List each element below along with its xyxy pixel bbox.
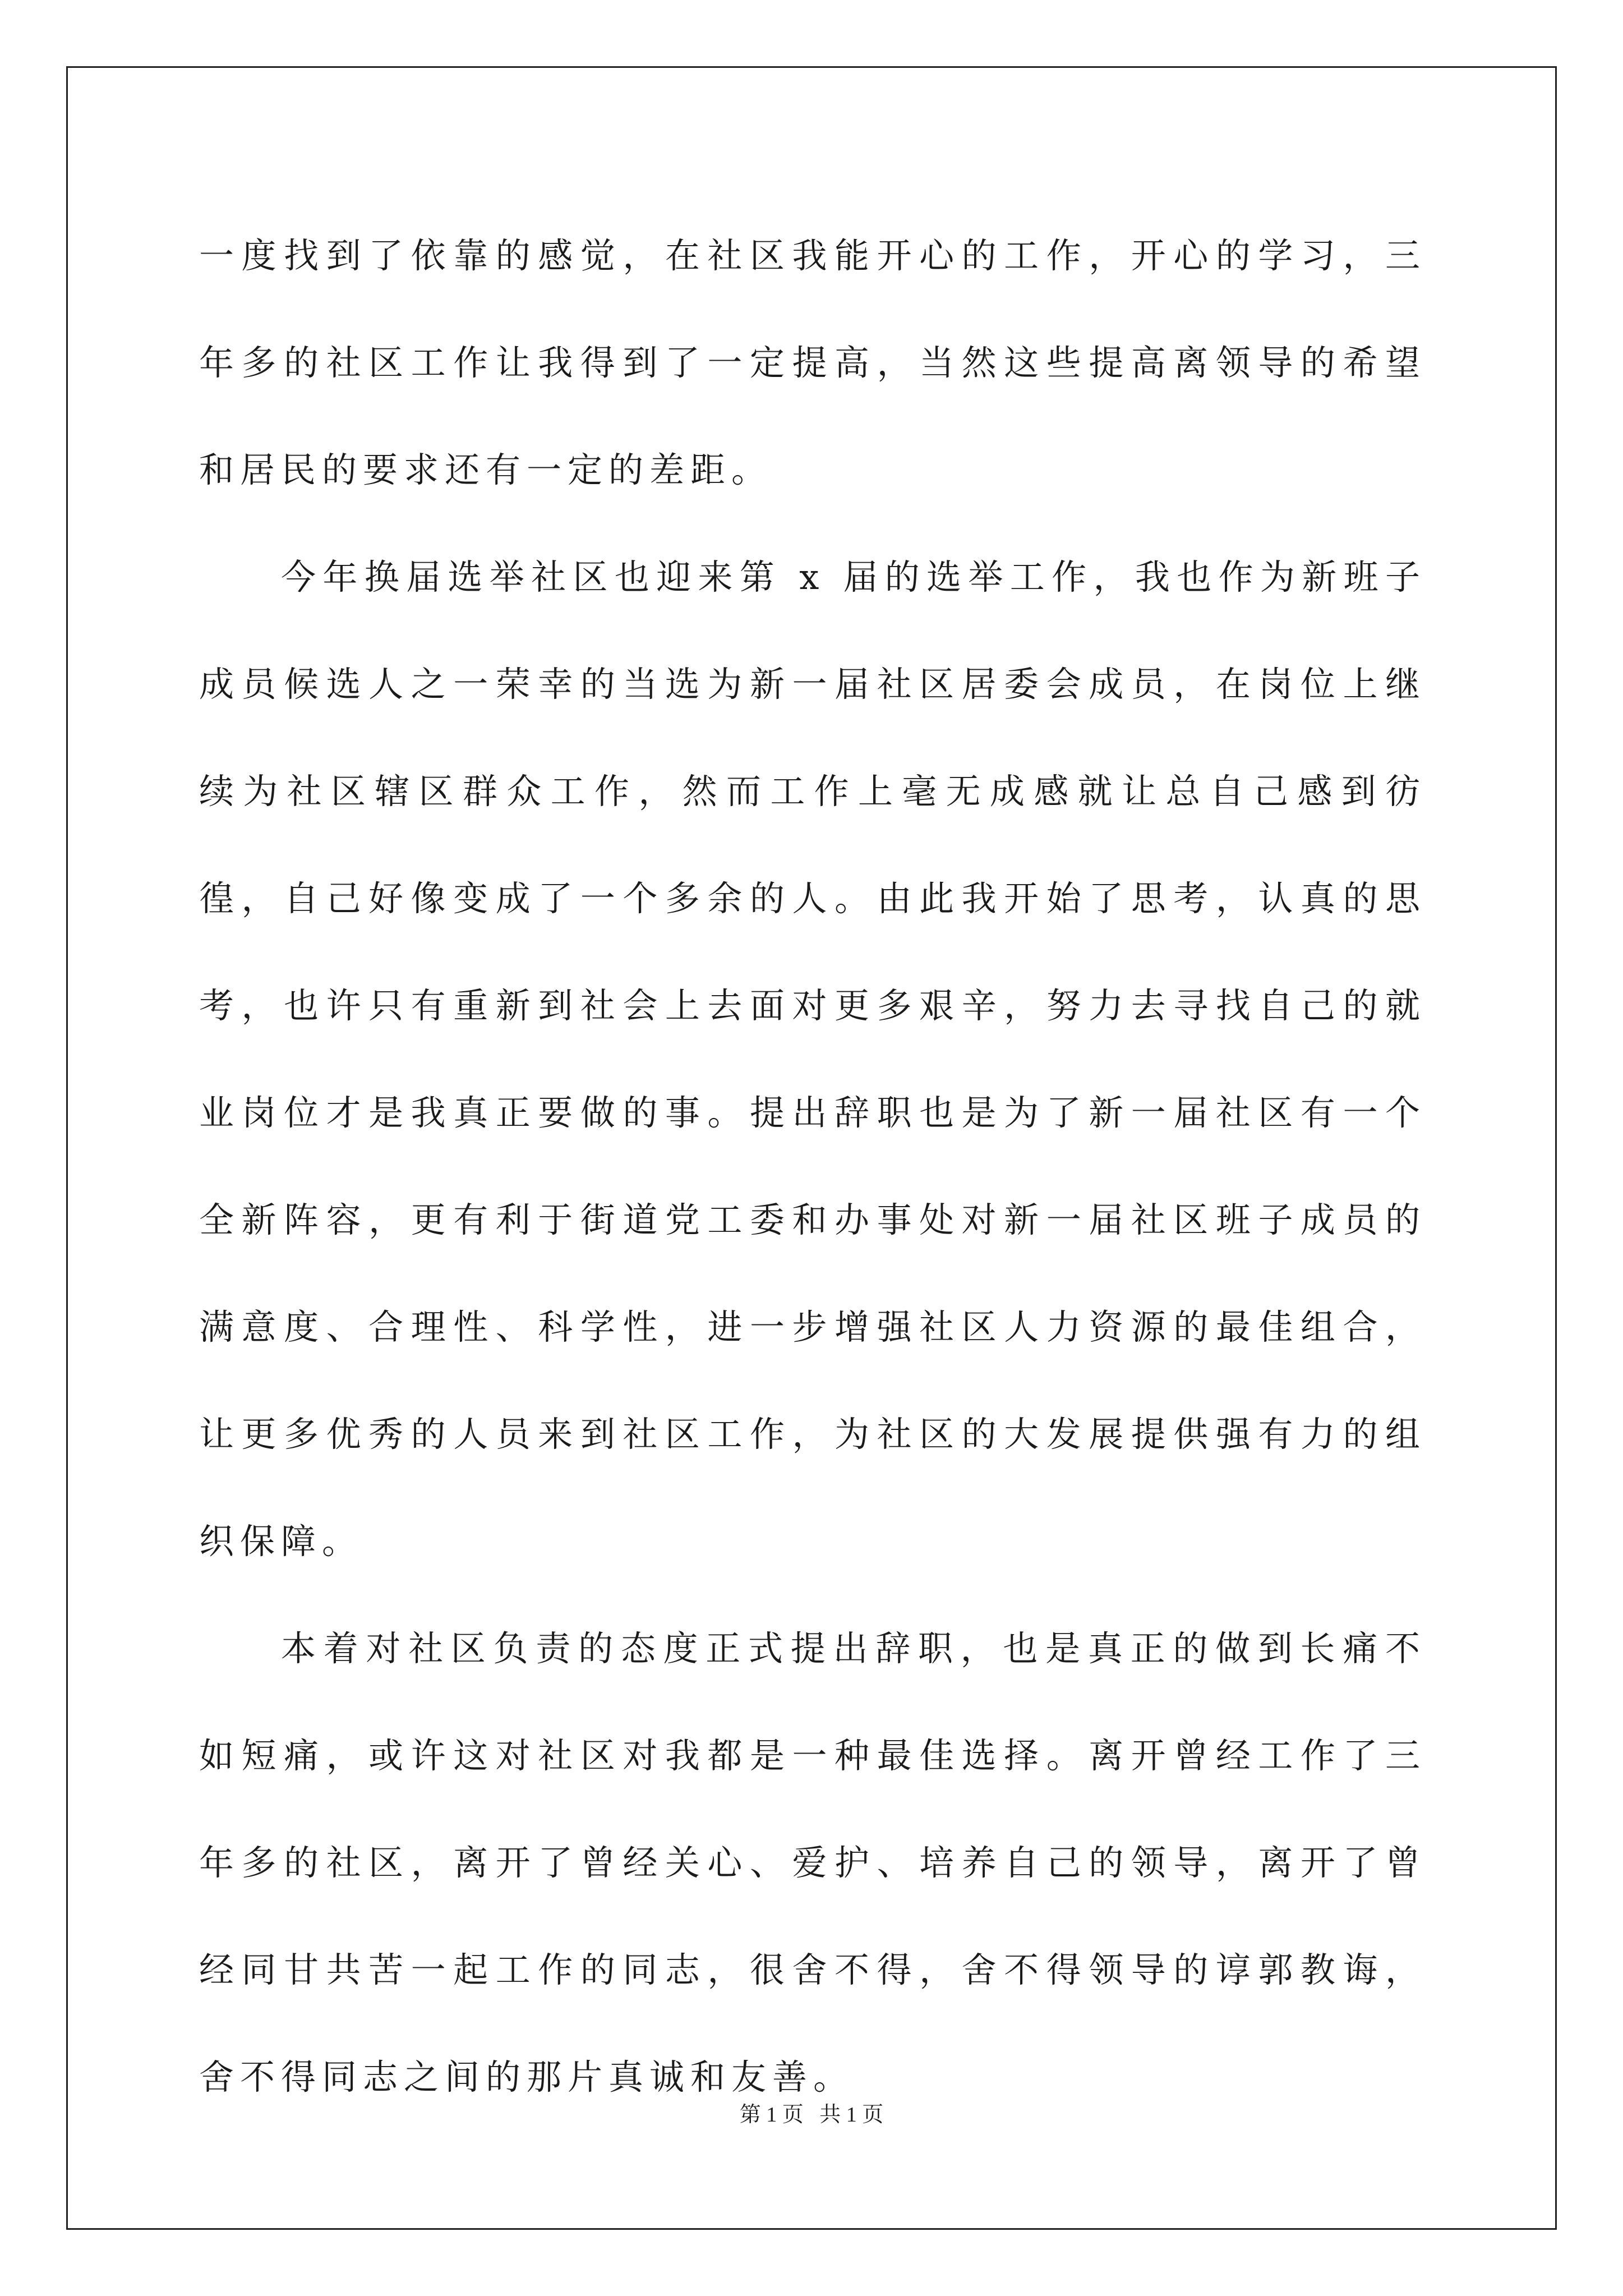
document-body xyxy=(199,202,1426,2131)
paragraph-resignation: 本着对社区负责的态度正式提出辞职，也是真正的做到长痛不如短痛，或许这对社区对我都是一种最佳选择。离开曾经工作了三年多的社区，离开了曾经关心、爱护、培养自己的领导，离开了曾经同甘共苦一起工作的同志，很舍不得，舍不得领导的谆郭教诲，舍不得同志之间的那片真诚和友善。 xyxy=(199,1628,1426,2097)
page-number-footer: 第 1 页 共 1 页 xyxy=(739,2103,884,2127)
paragraph-election: 今年换届选举社区也迎来第 x 届的选举工作，我也作为新班子成员候选人之一荣幸的当选为新一届社区居委会成员，在岗位上继续为社区辖区群众工作，然而工作上毫无成感就让总自己感到彷徨，自己好像变成了一个多余的人。由此我开始了思考，认真的思考，也许只有重新到社会上去面对更多艰辛，努力去寻找自己的就业岗位才是我真正要做的事。提出辞职也是为了新一届社区有一个全新阵容，更有利于街道党工委和办事处对新一届社区班子成员的满意度、合理性、科学性，进一步增强社区人力资源的最佳组合，让更多优秀的人员来到社区工作，为社区的大发展提供强有力的组织保障。 xyxy=(199,556,1426,1562)
paragraph-continuation: 一度找到了依靠的感觉，在社区我能开心的工作，开心的学习，三年多的社区工作让我得到了一定提高，当然这些提高离领导的希望和居民的要求还有一定的差距。 xyxy=(199,235,1426,490)
